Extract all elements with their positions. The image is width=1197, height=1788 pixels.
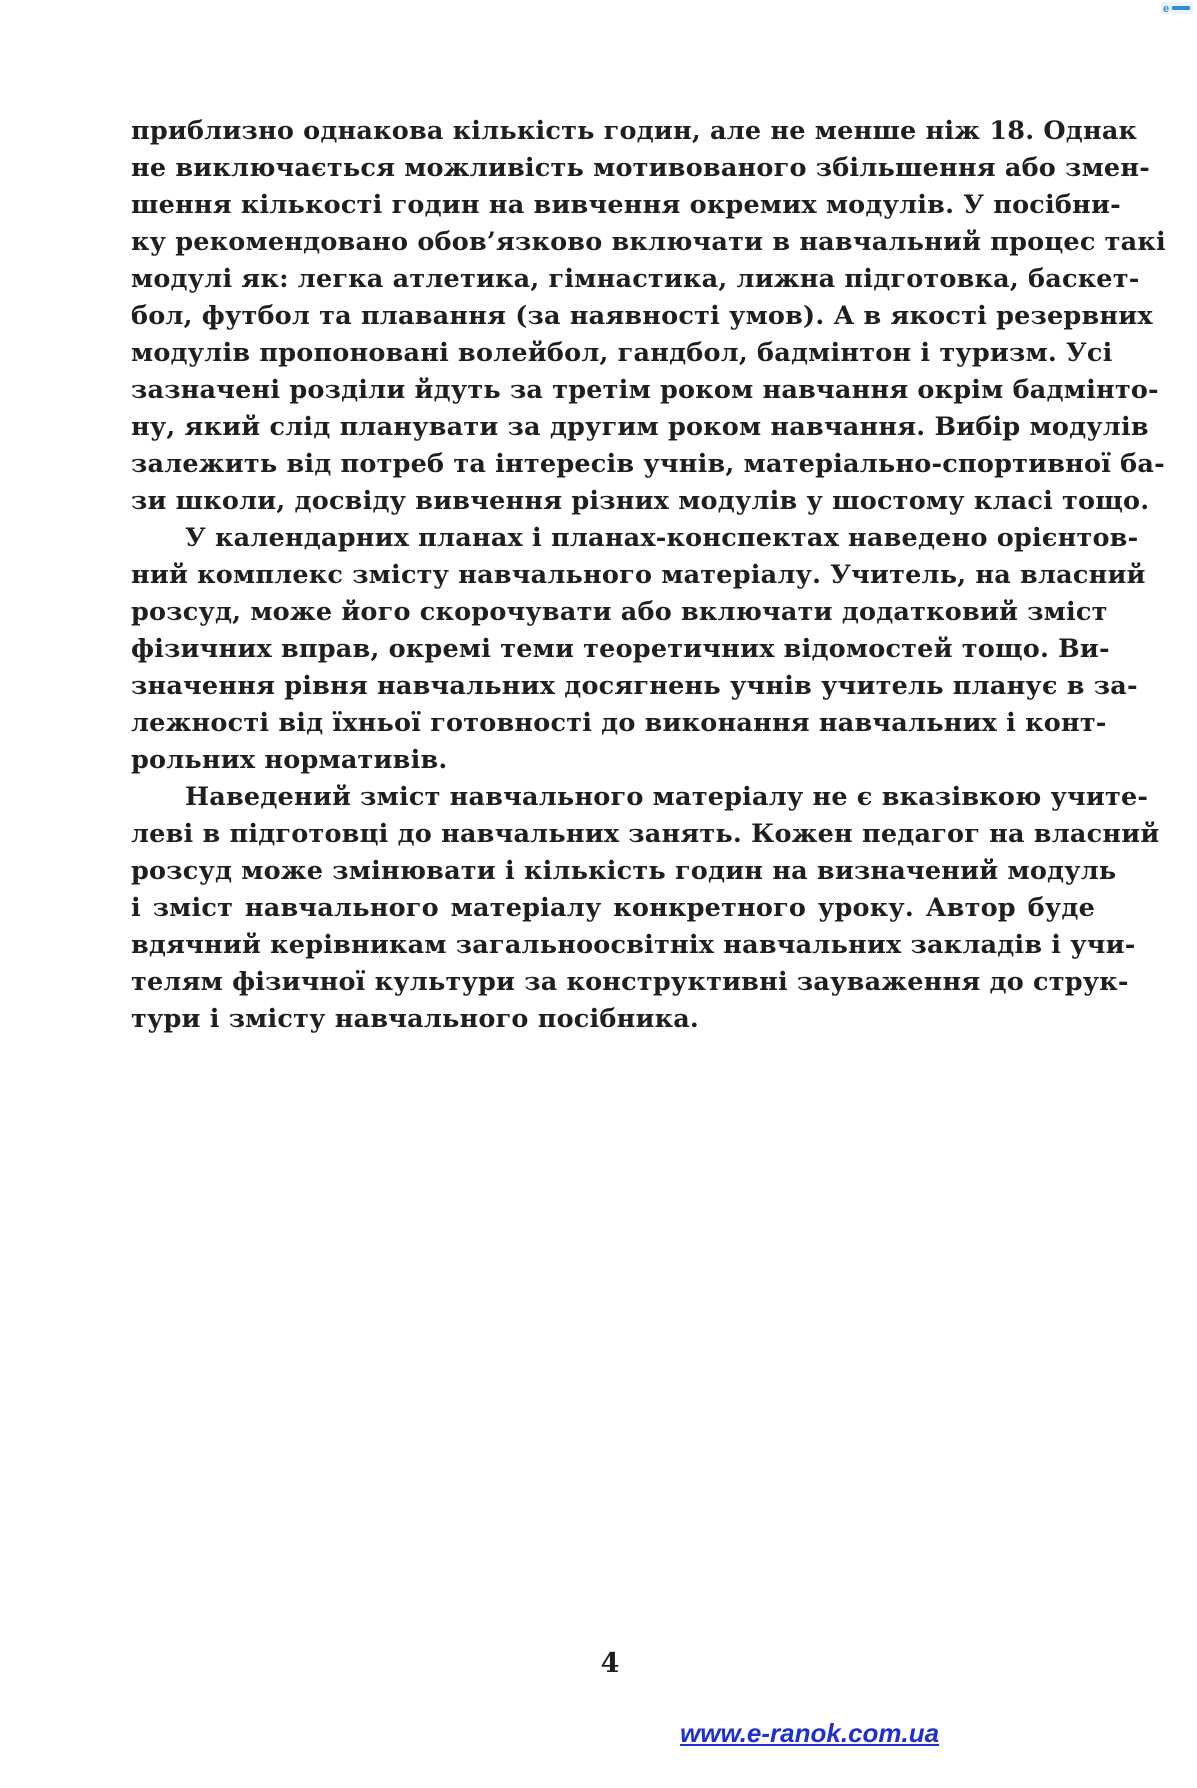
text-line: зи школи, досвіду вивчення різних модулів у шостому класі тощо. (131, 486, 1150, 516)
text-line: модулів пропоновані волейбол, гандбол, бадмінтон і туризм. Усі (131, 338, 1113, 368)
page-number: 4 (600, 1648, 620, 1679)
text-line: приблизно однакова кількість годин, але не менше ніж 18. Однак (131, 116, 1138, 146)
text-line: фізичних вправ, окремі теми теоретичних відомостей тощо. Ви- (131, 634, 1110, 664)
text-line: тури і змісту навчального посібника. (131, 1004, 700, 1034)
text-line: шення кількості годин на вивчення окремих модулів. У посібни- (131, 190, 1121, 220)
text-line: ний комплекс змісту навчального матеріалу. Учитель, на власний (131, 560, 1146, 590)
text-line: не виключається можливість мотивованого збільшення або змен- (131, 153, 1150, 183)
text-line: модулі як: легка атлетика, гімнастика, лижна підготовка, баскет- (131, 264, 1140, 294)
text-line: ку рекомендовано обов’язково включати в навчальний процес такі (131, 227, 1166, 257)
text-line: телям фізичної культури за конструктивні зауваження до струк- (131, 967, 1129, 997)
text-line: У календарних планах і планах-конспектах наведено орієнтов- (185, 523, 1139, 553)
text-line: розсуд, може його скорочувати або включати додатковий зміст (131, 597, 1108, 627)
text-line: бол, футбол та плавання (за наявності умов). А в якості резервних (131, 301, 1153, 331)
paragraph-3 (131, 779, 1160, 1038)
text-line: вдячний керівникам загальноосвітніх навчальних закладів і учи- (131, 930, 1136, 960)
text-line: і зміст навчального матеріалу конкретного уроку. Автор буде (131, 893, 1095, 923)
text-line: залежить від потреб та інтересів учнів, матеріально-спортивної ба- (131, 449, 1165, 479)
text-line: ну, який слід планувати за другим роком навчання. Вибір модулів (131, 412, 1149, 442)
text-line: леві в підготовці до навчальних занять. Кожен педагог на власний (131, 819, 1160, 849)
text-line: розсуд може змінювати і кількість годин на визначений модуль (131, 856, 1117, 886)
website-link[interactable]: www.e-ranok.com.ua (680, 1718, 940, 1748)
text-line: Наведений зміст навчального матеріалу не є вказівкою учите- (185, 782, 1149, 812)
text-line: значення рівня навчальних досягнень учнів учитель планує в за- (131, 671, 1138, 701)
logo-letter-e: e (1163, 3, 1170, 14)
text-line: зазначені розділи йдуть за третім роком навчання окрім бадмінто- (131, 375, 1159, 405)
text-line: рольних нормативів. (131, 745, 448, 775)
main-text (131, 113, 1166, 1038)
paragraph-1 (131, 113, 1166, 520)
publisher-logo-icon (1161, 2, 1193, 14)
paragraph-2 (131, 520, 1146, 779)
text-line: лежності від їхньої готовності до виконання навчальних і конт- (131, 708, 1107, 738)
